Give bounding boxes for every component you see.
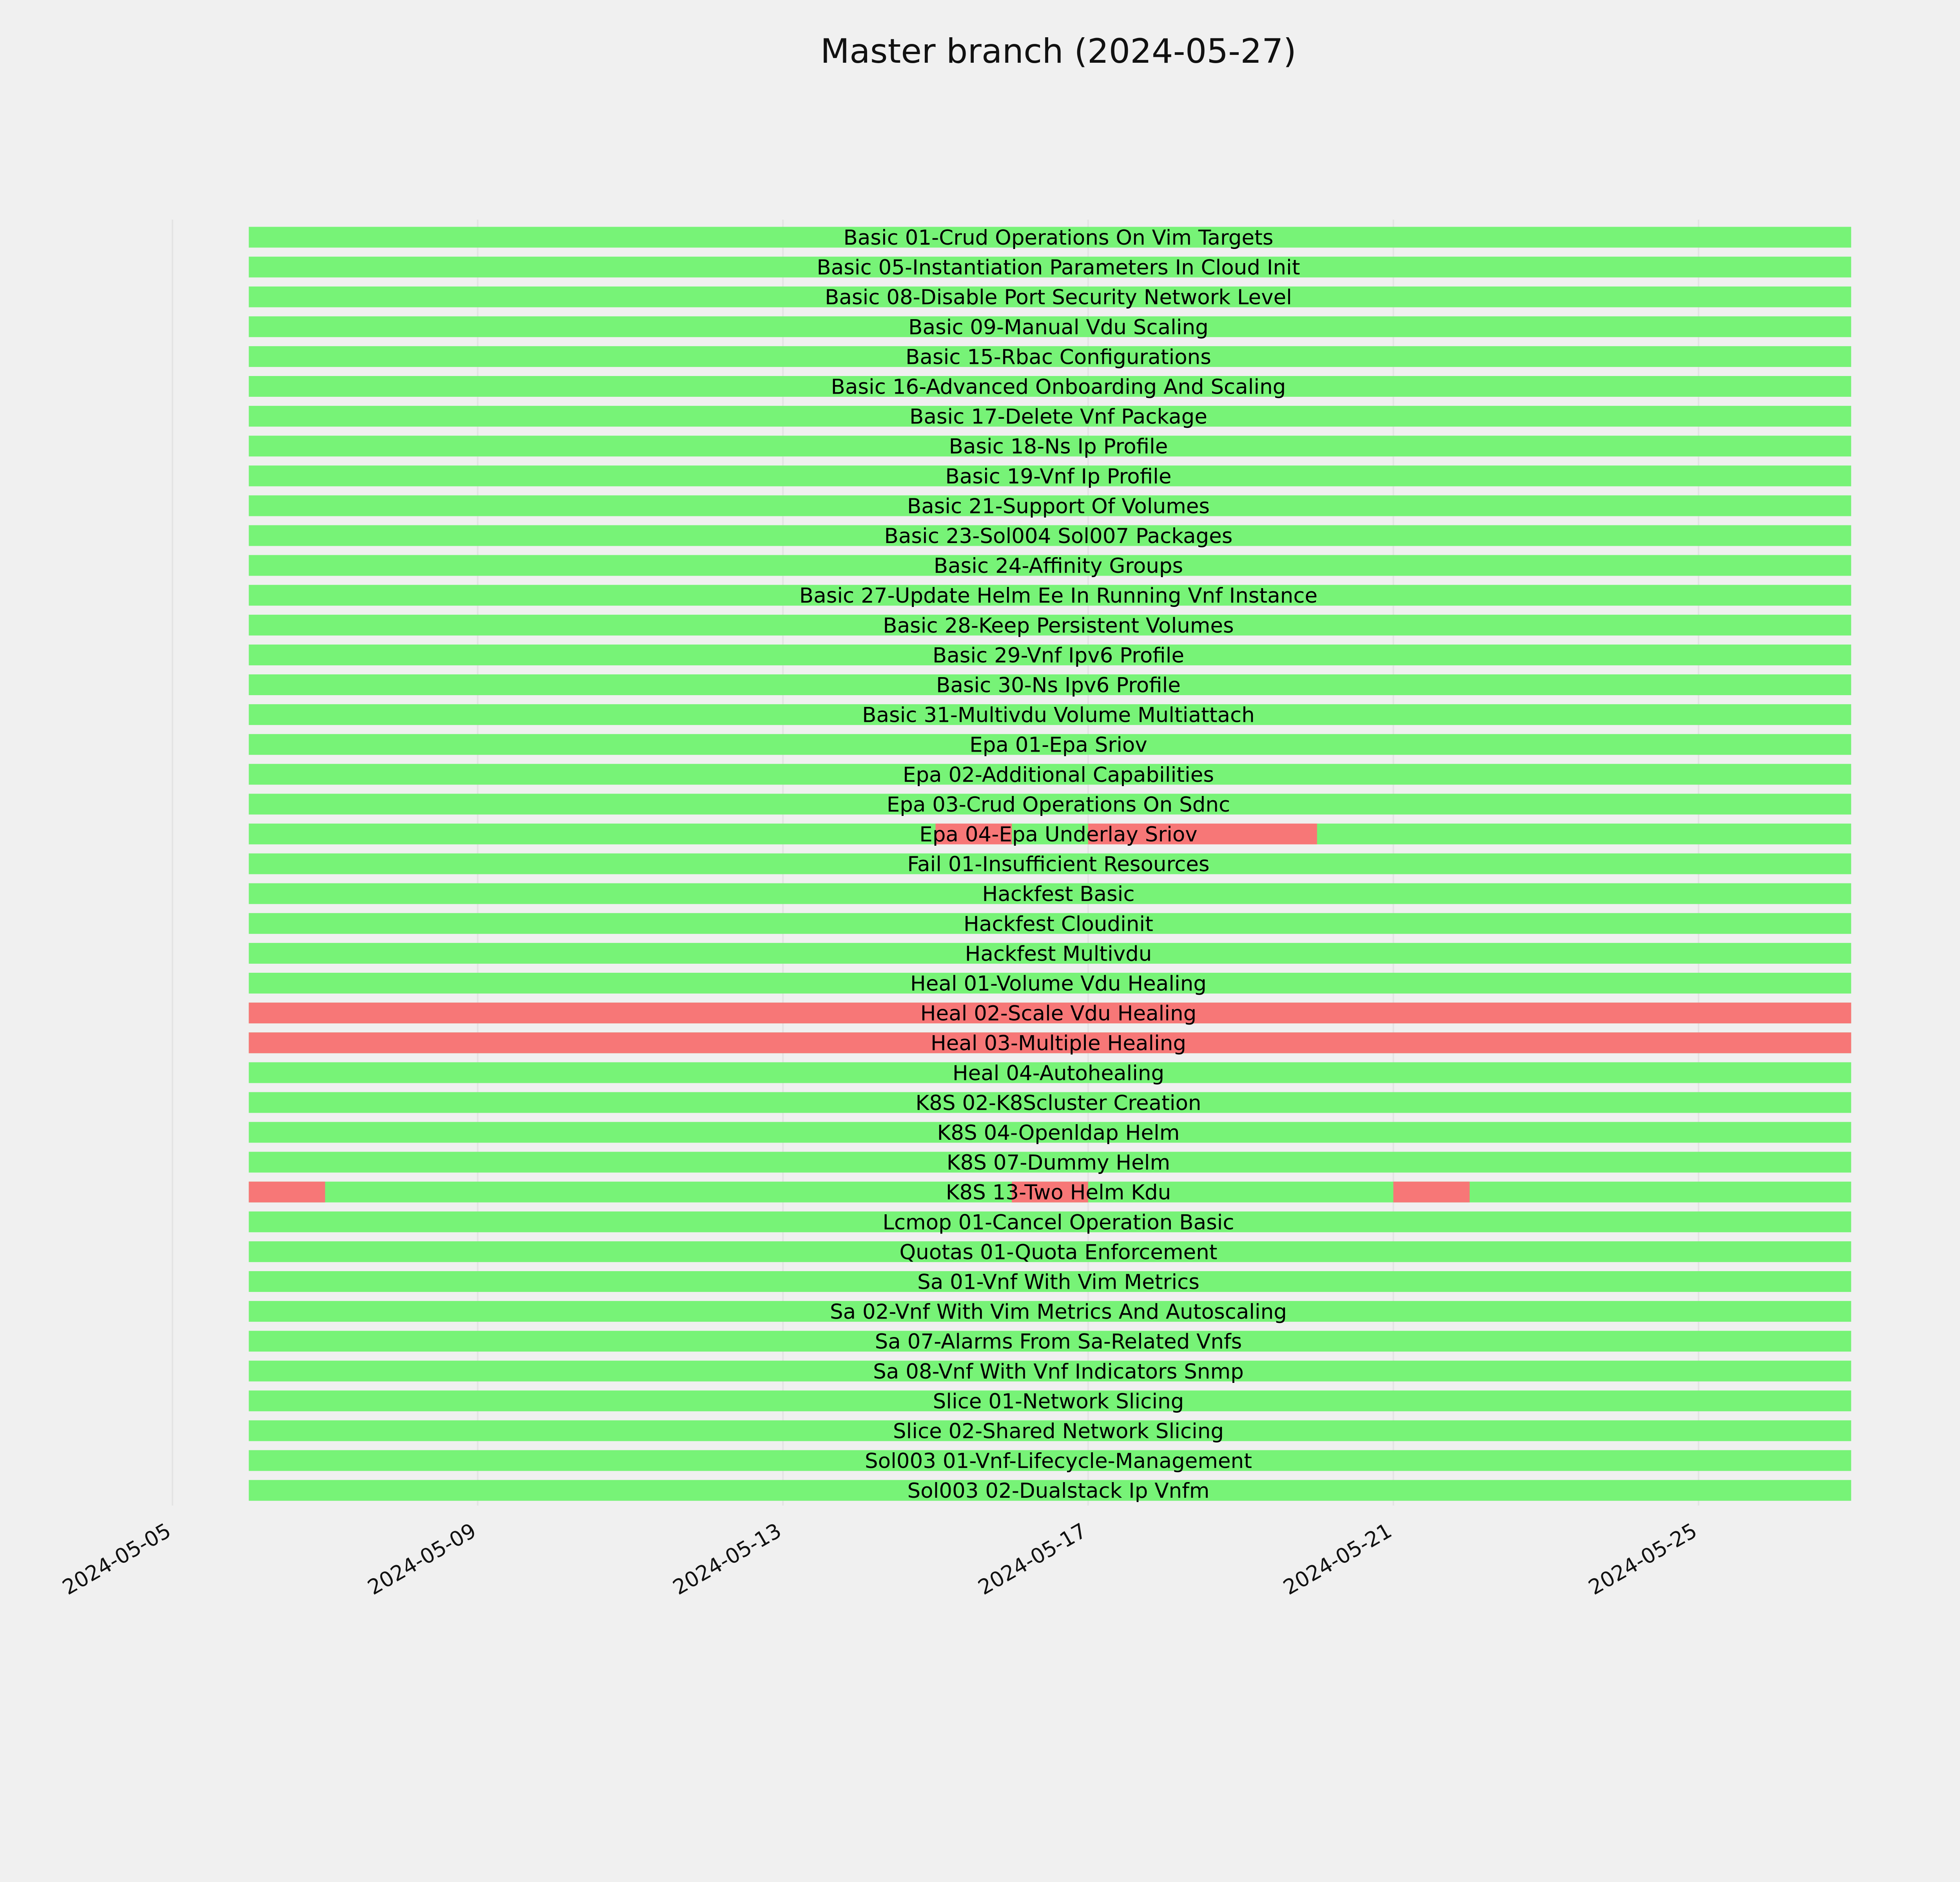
task-label: Basic 29-Vnf Ipv6 Profile	[933, 643, 1184, 668]
task-label: Heal 03-Multiple Healing	[930, 1031, 1187, 1055]
task-label: K8S 02-K8Scluster Creation	[915, 1091, 1201, 1115]
x-tick-label: 2024-05-13	[669, 1519, 786, 1600]
task-label: K8S 07-Dummy Helm	[946, 1151, 1171, 1175]
task-label: Fail 01-Insufficient Resources	[907, 852, 1210, 877]
task-label: Quotas 01-Quota Enforcement	[899, 1240, 1218, 1264]
task-label: Hackfest Basic	[982, 882, 1135, 906]
task-label: Basic 28-Keep Persistent Volumes	[883, 614, 1234, 638]
task-label: Basic 16-Advanced Onboarding And Scaling	[831, 375, 1286, 399]
task-label: Basic 19-Vnf Ip Profile	[945, 464, 1172, 489]
x-tick-label: 2024-05-21	[1279, 1519, 1396, 1600]
task-label: Epa 03-Crud Operations On Sdnc	[886, 792, 1230, 817]
task-label: Sol003 02-Dualstack Ip Vnfm	[907, 1479, 1210, 1503]
task-label: Basic 01-Crud Operations On Vim Targets	[843, 226, 1274, 250]
task-label: Hackfest Multivdu	[965, 942, 1152, 966]
task-label: Slice 02-Shared Network Slicing	[893, 1419, 1224, 1443]
task-label: Basic 31-Multivdu Volume Multiattach	[862, 703, 1255, 727]
task-label: Basic 27-Update Helm Ee In Running Vnf Instance	[799, 584, 1318, 608]
task-label: Basic 09-Manual Vdu Scaling	[908, 315, 1209, 340]
task-label: Sa 08-Vnf With Vnf Indicators Snmp	[873, 1359, 1244, 1384]
task-label: Basic 18-Ns Ip Profile	[949, 434, 1168, 459]
fail-bar	[249, 1182, 325, 1203]
task-label: Heal 04-Autohealing	[952, 1061, 1165, 1085]
task-label: K8S 04-Openldap Helm	[937, 1121, 1180, 1145]
task-label: Slice 01-Network Slicing	[933, 1389, 1184, 1413]
task-label: Epa 02-Additional Capabilities	[903, 763, 1214, 787]
x-tick-label: 2024-05-05	[58, 1519, 175, 1600]
x-axis-ticks	[58, 1519, 1701, 1600]
task-label: Basic 21-Support Of Volumes	[907, 494, 1210, 518]
fail-bar	[1393, 1182, 1470, 1203]
task-label: Sa 07-Alarms From Sa-Related Vnfs	[875, 1330, 1242, 1354]
task-label: Hackfest Cloudinit	[964, 912, 1153, 936]
task-label: Epa 04-Epa Underlay Sriov	[919, 823, 1198, 847]
task-label: Sol003 01-Vnf-Lifecycle-Management	[865, 1449, 1252, 1473]
x-tick-label: 2024-05-09	[363, 1519, 481, 1600]
task-label: Sa 02-Vnf With Vim Metrics And Autoscaling	[830, 1300, 1287, 1324]
task-label: Basic 05-Instantiation Parameters In Cloud Init	[817, 256, 1300, 280]
x-tick-label: 2024-05-17	[974, 1519, 1091, 1600]
task-label: Lcmop 01-Cancel Operation Basic	[882, 1210, 1234, 1235]
task-label: Heal 02-Scale Vdu Healing	[920, 1001, 1197, 1026]
task-label: Basic 17-Delete Vnf Package	[909, 405, 1207, 429]
task-label: Basic 08-Disable Port Security Network Level	[825, 285, 1292, 310]
x-tick-label: 2024-05-25	[1584, 1519, 1701, 1600]
task-label: Basic 24-Affinity Groups	[933, 554, 1183, 578]
chart-title: Master branch (2024-05-27)	[820, 32, 1297, 71]
task-label: Sa 01-Vnf With Vim Metrics	[917, 1270, 1200, 1294]
task-label: Basic 30-Ns Ipv6 Profile	[936, 673, 1181, 698]
task-label: Heal 01-Volume Vdu Healing	[910, 972, 1207, 996]
task-label: K8S 13-Two Helm Kdu	[946, 1181, 1171, 1205]
task-label: Basic 23-Sol004 Sol007 Packages	[884, 524, 1233, 548]
task-label: Epa 01-Epa Sriov	[969, 733, 1147, 757]
task-label: Basic 15-Rbac Configurations	[906, 345, 1211, 369]
